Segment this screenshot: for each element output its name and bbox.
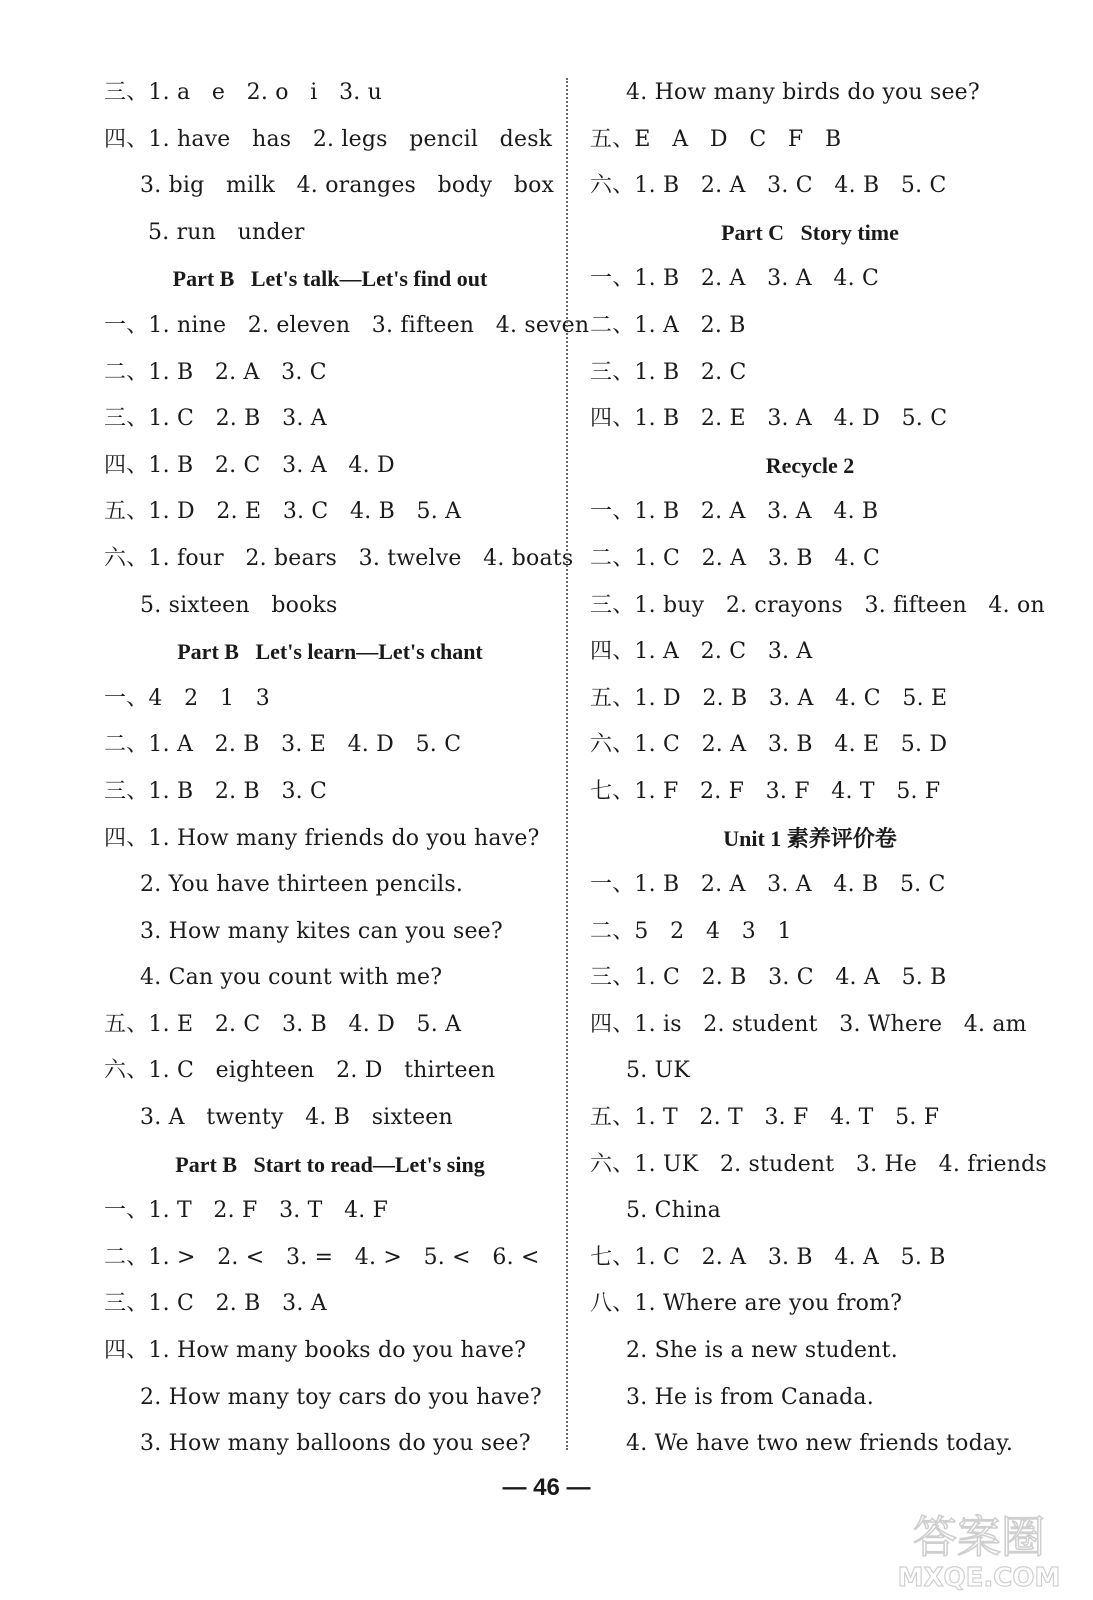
answer-line: 二、1. A 2. B [590,312,746,338]
answer-line: 四、1. A 2. C 3. A [590,639,813,665]
answer-line: 3. How many kites can you see? [140,918,503,944]
answer-line: 二、1. C 2. A 3. B 4. C [590,545,880,571]
answer-line: 5. China [626,1198,721,1224]
answer-line: 5. UK [626,1058,690,1084]
answer-line: 二、5 2 4 3 1 [590,918,792,944]
right-column [590,70,1047,1468]
answer-line: 四、1. is 2. student 3. Where 4. am [590,1011,1027,1037]
answer-line: 三、1. B 2. B 3. C [104,778,328,804]
answer-line: 2. She is a new student. [626,1338,898,1364]
section-heading: Part B Let's talk—Let's find out [172,266,488,292]
section-heading: Part B Let's learn—Let's chant [177,639,483,665]
answer-line: 五、E A D C F B [590,126,842,152]
answer-line: 六、1. C eighteen 2. D thirteen [104,1058,496,1084]
answer-line: 七、1. F 2. F 3. F 4. T 5. F [590,778,941,804]
answer-line: 一、1. T 2. F 3. T 4. F [104,1198,389,1224]
answer-line: 一、1. B 2. A 3. A 4. B 5. C [590,872,946,898]
answer-line: 五、1. T 2. T 3. F 4. T 5. F [590,1105,940,1131]
answer-line: 四、1. have has 2. legs pencil desk [104,126,553,152]
answer-line: 2. How many toy cars do you have? [140,1384,542,1410]
section-heading: Part C Story time [721,219,899,245]
section-heading: Recycle 2 [765,452,855,478]
answer-line: 二、1. A 2. B 3. E 4. D 5. C [104,732,462,758]
answer-line: 三、1. B 2. C [590,359,747,385]
answer-line: 4. We have two new friends today. [626,1431,1014,1457]
answer-line: 3. A twenty 4. B sixteen [140,1105,453,1131]
answer-line: 三、1. C 2. B 3. C 4. A 5. B [590,965,947,991]
answer-line: 六、1. C 2. A 3. B 4. E 5. D [590,732,948,758]
watermark-bottom-text: MXQE.COM [897,1563,1061,1592]
answer-line: 五、1. D 2. E 3. C 4. B 5. A [104,499,462,525]
answer-line: 三、1. C 2. B 3. A [104,1291,327,1317]
answer-line: 七、1. C 2. A 3. B 4. A 5. B [590,1244,946,1270]
answer-line: 3. How many balloons do you see? [140,1431,531,1457]
answer-line: 5. sixteen books [140,592,338,618]
answer-line: 五、1. E 2. C 3. B 4. D 5. A [104,1011,462,1037]
answer-line: 四、1. How many books do you have? [104,1338,527,1364]
answer-line: 一、1. B 2. A 3. A 4. C [590,266,880,292]
answer-line: 六、1. UK 2. student 3. He 4. friends [590,1151,1047,1177]
section-heading: Part B Start to read—Let's sing [175,1151,485,1177]
answer-line: 3. big milk 4. oranges body box [140,173,555,199]
page-number: — 46 — [502,1474,591,1501]
answer-line: 4. Can you count with me? [140,965,443,991]
answer-line: 5. run under [148,219,305,245]
answer-line: 五、1. D 2. B 3. A 4. C 5. E [590,685,948,711]
column-divider [566,78,568,1450]
answer-line: 二、1. > 2. < 3. = 4. > 5. < 6. < [104,1244,540,1270]
answer-line: 三、1. a e 2. o i 3. u [104,80,383,105]
answer-line: 八、1. Where are you from? [590,1291,903,1317]
section-heading: Unit 1 素养评价卷 [723,825,897,851]
answer-line: 4. How many birds do you see? [626,80,980,105]
answer-line: 六、1. B 2. A 3. C 4. B 5. C [590,173,947,199]
answer-line: 二、1. B 2. A 3. C [104,359,327,385]
answer-line: 六、1. four 2. bears 3. twelve 4. boats [104,545,574,571]
answer-line: 2. You have thirteen pencils. [140,872,464,898]
watermark-logo [879,1506,1079,1592]
left-column [104,70,590,1468]
watermark-top-text: 答案圈 [913,1512,1045,1563]
answer-line: 四、1. B 2. E 3. A 4. D 5. C [590,406,948,432]
answer-line: 3. He is from Canada. [626,1384,874,1410]
answer-line: 一、1. nine 2. eleven 3. fifteen 4. seven [104,312,590,338]
answer-line: 一、4 2 1 3 [104,685,270,711]
answer-line: 四、1. B 2. C 3. A 4. D [104,452,395,478]
answer-line: 三、1. C 2. B 3. A [104,406,327,432]
answer-line: 三、1. buy 2. crayons 3. fifteen 4. on [590,592,1045,618]
answer-line: 四、1. How many friends do you have? [104,825,540,851]
answer-line: 一、1. B 2. A 3. A 4. B [590,499,879,525]
